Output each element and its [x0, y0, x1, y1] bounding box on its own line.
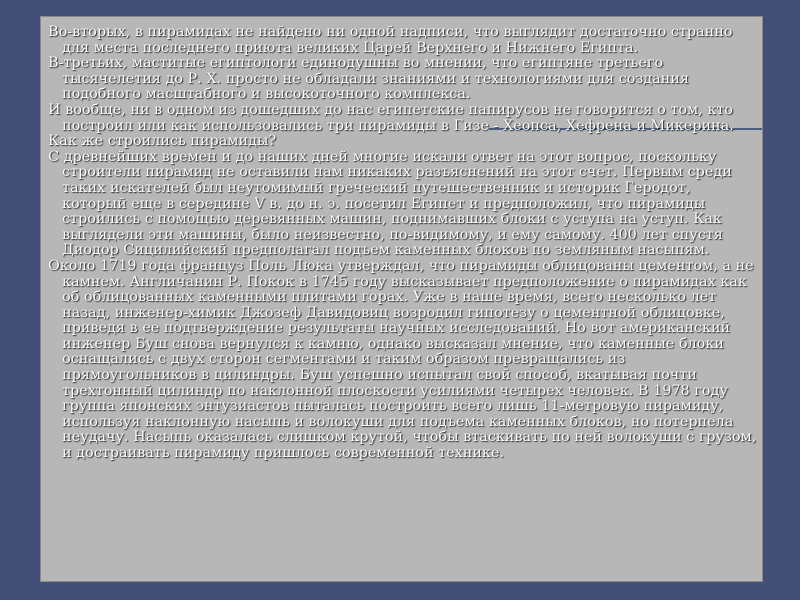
paragraph-herodotus: С древнейших времен и до наших дней многие искали ответ на этот вопрос, поскольку строители пирамид не оставили нам никаких разъяснений на этот счет. Первым среди таких искателей был неутомимый греческий путешественник и историк Геродот, который еще в середине V в. до н. э. посетил Египет и предположил, что пирамиды строились с помощью деревянных машин, поднимавших блоки с уступа на уступ. Как выглядели эти машины, было неизвестно, по-видимому, и ему самому. 400 лет спустя Диодор Сицилийский предполагал подъем каменных блоков по земляным насыпям.	[48, 148, 732, 259]
paragraph-secondly: Во-вторых, в пирамидах не найдено ни одной надписи, что выглядит достаточно странно для места последнего приюта великих Царей Верхнего и Нижнего Египта.	[48, 24, 733, 56]
paragraph-question: Как же строились пирамиды?	[48, 133, 277, 150]
paragraph-papyri: И вообще, ни в одном из дошедших до нас египетские папирусов не говорится о том, кто построил или как использовались три пирамиды в Гизе - Хеопса, Хефрена и Микерина.	[48, 101, 734, 134]
slide	[40, 16, 763, 582]
paragraph-thirdly: В-третьих, маститые египтологи единодушны во мнении, что египтяне третьего тысячелетия до Р. Х. просто не обладали знаниями и технологиями для создания подобного масштабного и высокоточного комплекса.	[48, 55, 689, 103]
slide-text-body	[48, 25, 758, 462]
paragraph-cement-hypotheses: Около 1719 года француз Поль Люка утверждал, что пирамиды облицованы цементом, а не камнем. Англичанин Р. Покок в 1745 году высказывает предположение о пирамидах как об облицованных каменными плитами горах. Уже в наше время, всего несколько лет назад, инженер-химик Джозеф Давидовиц возродил гипотезу о цементной облицовке, приведя в ее подтверждение результаты научных исследований. Но вот американский инженер Буш снова вернулся к камню, однако высказал мнение, что каменные блоки оснащались с двух сторон сегментами и таким образом превращались из прямоугольников в цилиндры. Буш успешно испытал свой способ, вкатывая почти трехтонный цилиндр по наклонной плоскости усилиями четырех человек. В 1978 году группа японских энтузиастов пыталась построить всего лишь 11-метровую пирамиду, используя наклонную насыпь и волокуши для подъема каменных блоков, но потерпела неудачу. Насыпь оказалась слишком крутой, чтобы втаскивать по ней волокуши с грузом, и достраивать пирамиду пришлось современной технике.	[48, 257, 757, 462]
